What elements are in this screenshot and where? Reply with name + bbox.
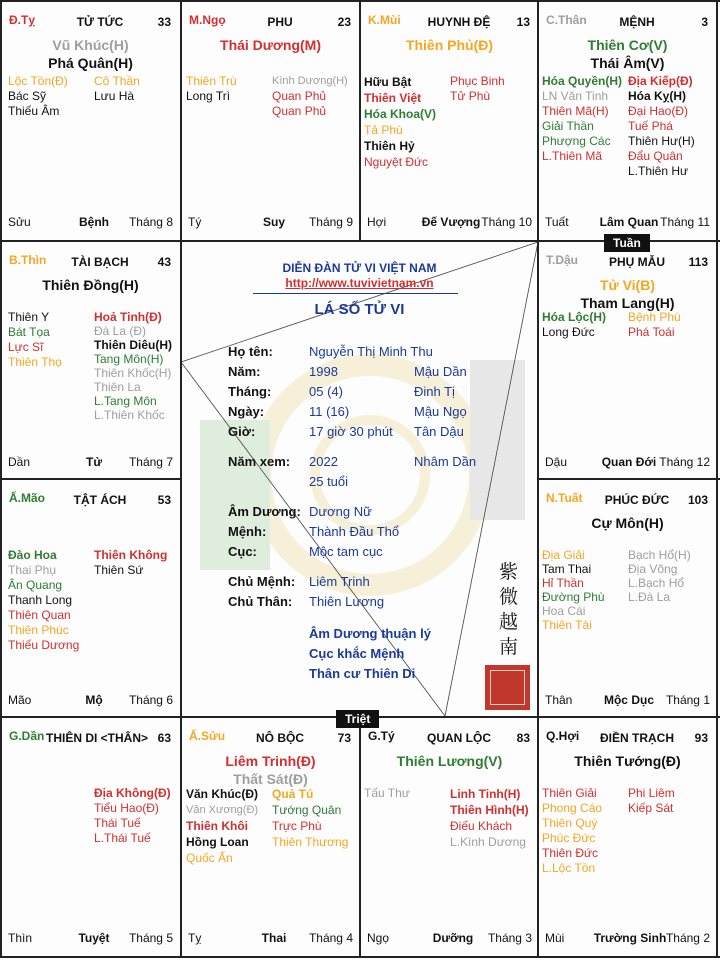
star: Bác Sỹ (8, 89, 47, 103)
palace-number: 113 (688, 255, 708, 269)
star: Phi Liêm (628, 786, 675, 800)
life-stage: Tuyệt (78, 931, 110, 945)
star: L.Lộc Tồn (542, 861, 596, 875)
star: Thiên Trù (186, 74, 237, 88)
info-label: Chủ Mệnh: (228, 574, 296, 589)
month: Tháng 7 (128, 455, 173, 469)
star: Đường Phù (542, 590, 605, 604)
main-star: Vũ Khúc(H) (52, 37, 129, 53)
palace-name: MỆNH (619, 15, 655, 29)
star: L.Thái Tuế (94, 831, 151, 845)
life-stage: Đế Vượng (421, 215, 481, 229)
main-star: Thiên Lương(V) (396, 753, 503, 769)
info-value: 11 (16) (309, 404, 350, 419)
palace-branch-label: G.Dần (9, 729, 45, 743)
main-stars (2, 276, 179, 294)
star: Hóa Khoa(V) (364, 107, 436, 121)
summary-notes (309, 624, 431, 684)
star: Hoa Cái (542, 604, 586, 618)
info-value: Thành Đầu Thổ (309, 524, 400, 539)
star: Thiên Hư(H) (628, 134, 695, 148)
palace-number: 43 (157, 255, 171, 269)
star: Thiên Phúc (8, 623, 69, 637)
glyph: 南 (499, 636, 519, 658)
main-star: Thái Âm(V) (590, 55, 665, 71)
star: Thiên Thọ (8, 355, 62, 369)
star: Đại Hao(Đ) (628, 104, 689, 118)
note: Thân cư Thiên Di (309, 666, 416, 681)
main-stars (539, 36, 716, 72)
star: Quan Phủ (272, 89, 327, 103)
star: Hữu Bật (364, 75, 412, 89)
palace-ngo (182, 2, 359, 239)
palace-suu (182, 718, 359, 955)
star: Long Trì (186, 89, 231, 103)
info-label: Giờ: (228, 424, 256, 439)
main-stars (182, 752, 359, 788)
star: Văn Xương(Đ) (186, 804, 259, 816)
month: Tháng 9 (308, 215, 353, 229)
star: Tang Môn(H) (94, 352, 164, 366)
vertical-script (499, 560, 518, 660)
earthly-branch: Dần (8, 455, 31, 469)
triet-tag: Triệt (336, 710, 379, 728)
month: Tháng 8 (128, 215, 173, 229)
star: Địa Không(Đ) (94, 786, 171, 800)
month: Tháng 6 (128, 693, 173, 707)
main-star: Cự Môn(H) (591, 515, 664, 531)
palace-branch-label: T.Dậu (546, 253, 579, 267)
earthly-branch: Sửu (8, 215, 31, 229)
star: Thiên Khôi (186, 819, 248, 833)
minor-stars-right (94, 310, 172, 422)
star: Thiên Giải (542, 786, 597, 800)
earthly-branch: Dậu (545, 455, 568, 469)
star: Thiên Quý (542, 816, 598, 830)
life-stage: Thai (261, 931, 287, 945)
palace-number: 33 (157, 15, 171, 29)
star: Hóa Quyền(H) (542, 74, 623, 88)
minor-stars-left (186, 786, 258, 866)
life-stage: Lâm Quan (599, 215, 659, 229)
life-stage: Mộc Dục (603, 693, 654, 707)
palace-name: PHU (267, 15, 293, 29)
palace-hoi (539, 718, 716, 955)
info-value: Nguyễn Thị Minh Thu (309, 344, 433, 359)
palace-number: 13 (516, 15, 530, 29)
star: L.Bạch Hổ (628, 576, 685, 590)
main-star: Thất Sát(Đ) (233, 771, 308, 787)
info-label: Âm Dương: (228, 504, 301, 519)
star: Kiếp Sát (628, 801, 674, 815)
earthly-branch: Tỵ (188, 931, 202, 945)
info-value: Liêm Trinh (309, 574, 370, 589)
month: Tháng 5 (128, 931, 173, 945)
main-star: Phá Quân(H) (48, 55, 133, 71)
star: Thiếu Âm (8, 104, 60, 118)
star: Hồng Loan (186, 835, 249, 849)
life-stage: Bệnh (79, 215, 109, 229)
month: Tháng 4 (308, 931, 353, 945)
star: Quốc Ấn (186, 851, 233, 865)
palace-branch-label: K.Mùi (368, 13, 401, 27)
star: Tuế Phá (628, 119, 673, 133)
star: Tấu Thư (364, 786, 410, 800)
minor-stars-right (94, 74, 140, 104)
palace-branch-label: G.Tý (368, 729, 395, 743)
palace-name: HUYNH ĐỆ (427, 15, 491, 29)
info-value: 1998 (309, 364, 338, 379)
minor-stars-right (272, 786, 348, 850)
life-stage: Mộ (85, 693, 103, 707)
star: Trực Phù (272, 819, 322, 833)
palace-number: 73 (337, 731, 351, 745)
palace-number: 93 (694, 731, 708, 745)
minor-stars-left (8, 310, 62, 370)
red-seal-stamp (485, 665, 530, 710)
main-star: Thiên Đồng(H) (42, 277, 139, 293)
month: Tháng 11 (660, 215, 710, 229)
palace-dan (2, 718, 179, 955)
star: LN Văn Tinh (542, 89, 609, 103)
info-label: Họ tên: (228, 344, 273, 359)
palace-number: 3 (701, 15, 708, 29)
url-underline (253, 293, 458, 294)
star: Địa Giải (542, 548, 585, 562)
minor-stars-right (94, 786, 171, 846)
main-stars (539, 752, 716, 770)
star: Hoả Tinh(Đ) (94, 310, 162, 324)
info-value-canchi: Mậu Dần (414, 364, 467, 379)
star: Cô Thần (94, 74, 140, 88)
minor-stars-right (94, 548, 167, 578)
palace-number: 103 (687, 493, 708, 507)
info-value: 25 tuổi (309, 474, 349, 489)
minor-stars-right (272, 74, 348, 119)
minor-stars-right (628, 786, 675, 816)
palace-name: TỬ TỨC (76, 15, 124, 29)
palace-tuat (539, 480, 716, 717)
minor-stars-left (542, 786, 602, 876)
star: Tướng Quân (272, 803, 342, 817)
main-stars (539, 514, 716, 532)
earthly-branch: Hợi (367, 215, 387, 229)
palace-name: PHÚC ĐỨC (604, 493, 670, 507)
earthly-branch: Thân (545, 693, 573, 707)
star: Địa Võng (628, 562, 678, 576)
palace-branch-label: Ấ.Sửu (189, 729, 226, 743)
minor-stars-left (186, 74, 237, 104)
main-stars (539, 276, 716, 312)
main-stars (361, 752, 538, 770)
star: Lộc Tồn(Đ) (8, 74, 68, 88)
palace-dau (539, 242, 716, 479)
info-label: Ngày: (228, 404, 265, 419)
palace-thin (2, 242, 179, 479)
main-stars (2, 36, 179, 72)
palace-number: 23 (337, 15, 351, 29)
palace-number: 63 (157, 731, 171, 745)
earthly-branch: Mùi (545, 931, 565, 945)
minor-stars-right (628, 310, 681, 340)
star: Thiên Hỷ (364, 139, 415, 153)
minor-stars-right (450, 786, 529, 850)
palace-number: 53 (157, 493, 171, 507)
star: L.Kình Dương (450, 835, 526, 849)
star: L.Thiên Khốc (94, 408, 165, 422)
glyph: 紫 (499, 561, 519, 583)
star: L.Thiên Hư (628, 164, 689, 178)
star: Đào Hoa (8, 548, 57, 562)
star: Văn Khúc(Đ) (186, 787, 258, 801)
star: Quan Phủ (272, 104, 327, 118)
earthly-branch: Thìn (8, 931, 33, 945)
palace-ti (361, 718, 538, 955)
star: Tam Thai (542, 562, 592, 576)
minor-stars-left (364, 74, 436, 170)
palace-than (539, 2, 716, 239)
palace-name: TẬT ÁCH (73, 493, 127, 507)
palace-mui (361, 2, 538, 239)
tuan-tag: Tuần (604, 234, 650, 252)
star: Tiểu Hao(Đ) (94, 801, 159, 815)
month: Tháng 2 (665, 931, 710, 945)
star: Phong Cáo (542, 801, 603, 815)
main-stars (361, 36, 538, 54)
star: Phúc Đức (542, 831, 596, 845)
info-value-canchi: Mậu Ngọ (414, 404, 467, 419)
main-star: Thiên Cơ(V) (587, 37, 668, 53)
palace-branch-label: M.Ngọ (189, 13, 226, 27)
minor-stars-right (628, 74, 695, 179)
info-value-canchi: Tân Dậu (414, 424, 464, 439)
star: Thiên Thương (272, 835, 349, 849)
star: Thiên Diêu(H) (94, 338, 172, 352)
star: Quả Tú (272, 787, 314, 801)
star: Bát Tọa (8, 325, 50, 339)
palace-branch-label: C.Thân (546, 13, 587, 27)
palace-name: PHỤ MẪU (609, 255, 665, 269)
minor-stars-left (542, 548, 605, 632)
palace-name: ĐIỀN TRẠCH (600, 731, 674, 745)
star: Thiên Việt (364, 91, 422, 105)
star: Thiên Y (8, 310, 50, 324)
palace-mao (2, 480, 179, 717)
palace-name: QUAN LỘC (427, 731, 491, 745)
forum-url[interactable]: http://www.tuvivietnam.vn (285, 276, 434, 290)
minor-stars-left (8, 548, 79, 653)
star: Giải Thần (542, 119, 594, 133)
main-star: Tham Lang(H) (580, 295, 675, 311)
star: L.Thiên Mã (542, 149, 603, 163)
star: Đẩu Quân (628, 149, 683, 163)
main-star: Tử Vi(B) (600, 277, 655, 293)
palace-branch-label: N.Tuất (546, 491, 583, 505)
star: Hóa Lộc(H) (542, 310, 606, 324)
minor-stars-right (450, 74, 505, 104)
star: Nguyệt Đức (364, 155, 429, 169)
life-stage: Quan Đới (601, 455, 657, 469)
palace-branch-label: Đ.Tỵ (9, 13, 36, 27)
star: Thiên La (94, 380, 141, 394)
info-value: Mộc tam cục (309, 544, 383, 559)
info-label: Mệnh: (228, 524, 267, 539)
minor-stars-right (628, 548, 691, 604)
star: Thái Tuế (94, 816, 141, 830)
star: Hỉ Thần (542, 576, 584, 590)
info-label: Năm: (228, 364, 261, 379)
main-star: Thái Dương(M) (220, 37, 321, 53)
star: Thai Phụ (8, 563, 57, 577)
center-panel (181, 242, 538, 716)
star: Thiên Sứ (94, 563, 144, 577)
main-star: Thiên Tướng(Đ) (574, 753, 681, 769)
info-value: 05 (4) (309, 384, 343, 399)
star: Bệnh Phù (628, 310, 681, 324)
info-value: Dương Nữ (309, 504, 372, 519)
star: Thiên Tài (542, 618, 592, 632)
info-value: Thiên Lương (309, 594, 385, 609)
star: Địa Kiếp(Đ) (628, 74, 693, 88)
star: Long Đức (542, 325, 595, 339)
star: Phá Toái (628, 325, 675, 339)
glyph: 微 (499, 586, 519, 608)
life-stage: Tử (85, 455, 103, 469)
life-stage: Dưỡng (432, 931, 474, 945)
month: Tháng 3 (487, 931, 532, 945)
month: Tháng 10 (481, 215, 532, 229)
main-star: Liêm Trinh(Đ) (225, 753, 316, 769)
star: Linh Tinh(H) (450, 787, 521, 801)
star: Tử Phù (450, 89, 491, 103)
month: Tháng 12 (659, 455, 710, 469)
star: Bạch Hổ(H) (628, 548, 691, 562)
palace-name: NÔ BỘC (256, 731, 304, 745)
star: Thiếu Dương (8, 638, 80, 652)
chart-title: LÁ SỐ TỬ VI (314, 301, 405, 318)
info-value: 2022 (309, 454, 338, 469)
main-stars (182, 36, 359, 54)
star: Kình Dương(H) (272, 75, 348, 87)
star: Thiên Mã(H) (542, 104, 609, 118)
palace-name: TÀI BẠCH (71, 255, 129, 269)
star: Tả Phù (364, 123, 403, 137)
forum-name: DIỄN ĐÀN TỬ VI VIỆT NAM (282, 261, 437, 275)
earthly-branch: Tý (188, 215, 202, 229)
palace-number: 83 (516, 731, 530, 745)
star: Thiên Đức (542, 846, 599, 860)
minor-stars-left (542, 74, 622, 164)
star: Thiên Không (94, 548, 168, 562)
star: Thiên Quan (8, 608, 71, 622)
info-label: Tháng: (228, 384, 272, 399)
life-stage: Suy (262, 215, 285, 229)
main-star: Thiên Phủ(Đ) (405, 37, 494, 53)
star: L.Đà La (628, 590, 671, 604)
star: Ân Quang (8, 578, 63, 592)
palace-branch-label: Ấ.Mão (9, 491, 45, 505)
palace-branch-label: B.Thìn (9, 253, 47, 267)
info-label: Năm xem: (228, 454, 291, 469)
star: Phục Binh (450, 74, 505, 88)
info-label: Chủ Thân: (228, 594, 293, 609)
star: L.Tang Môn (94, 394, 157, 408)
earthly-branch: Ngọ (367, 931, 390, 945)
month: Tháng 1 (665, 693, 710, 707)
note: Cục khắc Mệnh (309, 646, 405, 661)
glyph: 越 (499, 611, 519, 633)
palace-branch-label: Q.Hợi (546, 729, 580, 743)
star: Thiên Khốc(H) (94, 366, 172, 380)
minor-stars-left (542, 310, 606, 340)
earthly-branch: Mão (8, 693, 32, 707)
minor-stars-left (364, 786, 410, 801)
star: Thiên Hình(H) (450, 803, 529, 817)
note: Âm Dương thuận lý (309, 626, 431, 641)
palace-ty (2, 2, 179, 239)
info-value: 17 giờ 30 phút (309, 424, 393, 439)
star: Đà La (Đ) (94, 324, 147, 338)
life-stage: Trường Sinh (593, 931, 667, 945)
star: Thanh Long (8, 593, 73, 607)
star: Hóa Kỵ(H) (628, 89, 687, 103)
star: Phượng Các (542, 134, 611, 148)
minor-stars-left (8, 74, 68, 119)
star: Lưu Hà (94, 89, 135, 103)
palace-name: THIÊN DI <THÂN> (45, 731, 148, 745)
star: Lực Sĩ (8, 340, 44, 354)
earthly-branch: Tuất (545, 215, 569, 229)
star: Điếu Khách (450, 819, 513, 833)
info-value-canchi: Nhâm Dần (414, 454, 477, 469)
info-label: Cục: (228, 544, 257, 559)
info-value-canchi: Đinh Tị (414, 384, 455, 399)
